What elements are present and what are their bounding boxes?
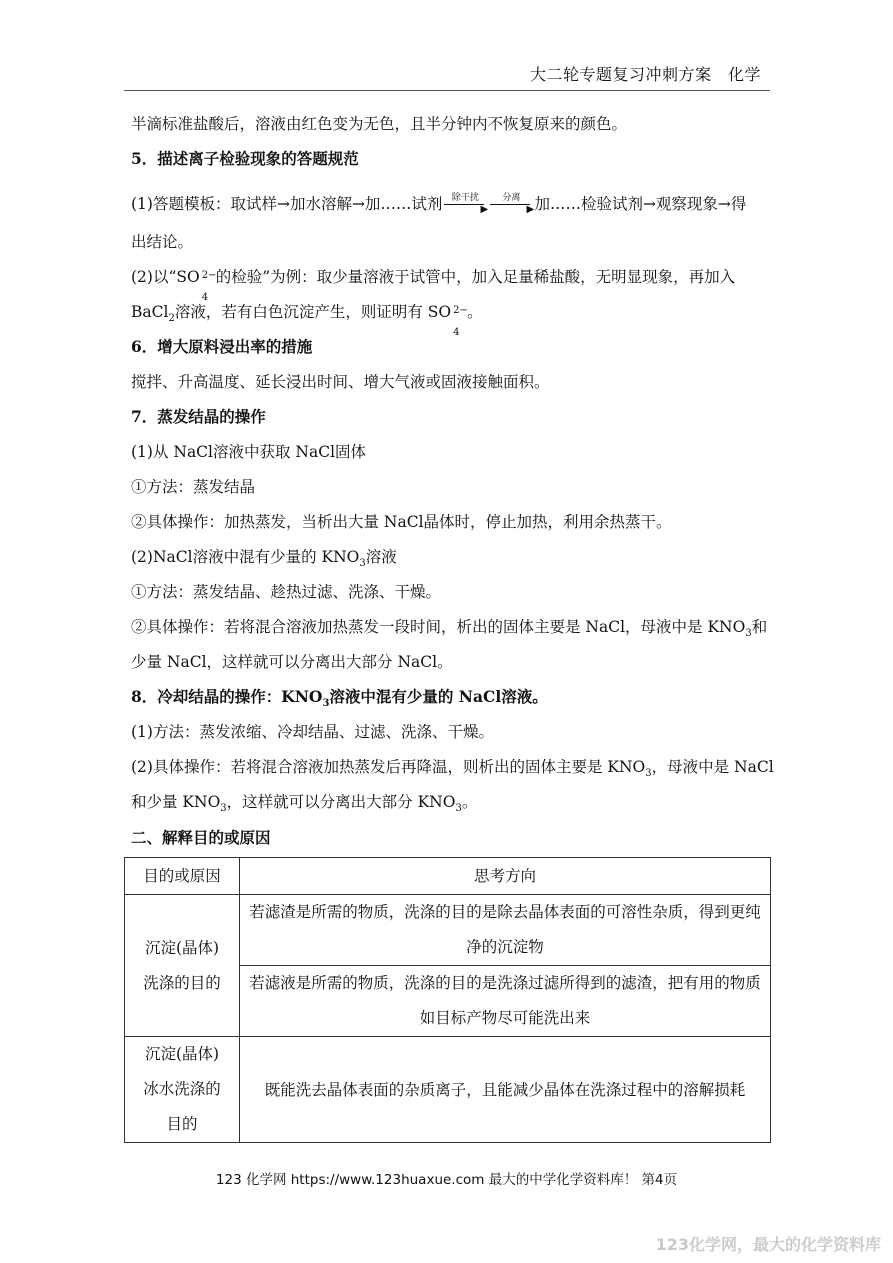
label-line: 目的 (166, 1115, 198, 1133)
subscript: 3 (645, 768, 652, 780)
section-heading-6: 6．增大原料浸出率的措施 (131, 337, 313, 356)
label-line: 洗涤的目的 (143, 973, 221, 992)
table-cell: 既能洗去晶体表面的杂质离子，且能减少晶体在洗涤过程中的溶解损耗 (240, 1037, 771, 1143)
arrow-remove-interference: 除干扰 ▶ (442, 193, 488, 215)
arrow-label: 分离 (502, 193, 521, 203)
section-heading-7: 7．蒸发结晶的操作 (131, 407, 266, 426)
paragraph (131, 756, 774, 778)
paragraph (131, 616, 767, 638)
table-row (125, 1037, 771, 1143)
paragraph: ①方法：蒸发结晶、趁热过滤、洗涤、干燥。 (131, 583, 442, 601)
text: 溶液中混有少量的 NaCl溶液。 (329, 687, 548, 706)
text: (2)NaCl溶液中混有少量的 KNO (131, 548, 360, 566)
text: ，母液中是 NaCl (651, 758, 774, 776)
paragraph-sulfate: (2)以“SO 2− 4 的检验”为例：取少量溶液于试管中，加入足量稀盐酸，无明显现象，再加入 (131, 268, 736, 303)
paragraph: (1)从 NaCl溶液中获取 NaCl固体 (131, 443, 367, 461)
text: 的检验”为例：取少量溶液于试管中，加入足量稀盐酸，无明显现象，再加入 (215, 268, 736, 286)
table-header-cell: 目的或原因 (125, 858, 240, 895)
cell-line: 净的沉淀物 (466, 938, 544, 956)
text: 加……检验试剂→观察现象→得 (534, 195, 747, 213)
paragraph (131, 546, 397, 568)
table-row-label (125, 1037, 240, 1143)
table-header-row (125, 858, 771, 895)
text: BaCl (131, 303, 169, 321)
text: 8．冷却结晶的操作：KNO (131, 687, 323, 706)
paragraph: 搅拌、升高温度、延长浸出时间、增大气液或固液接触面积。 (131, 373, 550, 391)
paragraph: 半滴标准盐酸后，溶液由红色变为无色，且半分钟内不恢复原来的颜色。 (131, 115, 628, 133)
text: (2)具体操作：若将混合溶液加热蒸发后再降温，则析出的固体主要是 KNO (131, 758, 646, 776)
table-row (125, 895, 771, 966)
paragraph: 少量 NaCl，这样就可以分离出大部分 NaCl。 (131, 653, 453, 671)
table-cell (240, 895, 771, 966)
text: ②具体操作：若将混合溶液加热蒸发一段时间，析出的固体主要是 NaCl，母液中是 KNO (131, 618, 746, 636)
text: 和少量 KNO (131, 793, 221, 811)
cell-line: 若滤渣是所需的物质，洗涤的目的是除去晶体表面的可溶性杂质，得到更纯 (249, 903, 761, 921)
label-line: 沉淀(晶体) (144, 1045, 220, 1063)
page-header: 大二轮专题复习冲刺方案 化学 (529, 65, 761, 84)
text: ，这样就可以分离出大部分 KNO (226, 793, 456, 811)
paragraph: ①方法：蒸发结晶 (131, 478, 256, 496)
cell-line: 若滤液是所需的物质，洗涤的目的是洗涤过滤所得到的滤渣，把有用的物质 (249, 974, 761, 992)
subscript: 3 (220, 803, 227, 815)
subscript: 2 (168, 313, 175, 325)
watermark: 123化学网，最大的化学资料库 (655, 1235, 881, 1254)
arrow-separate: 分离 ▶ (488, 193, 534, 215)
paragraph (131, 791, 477, 813)
paragraph: ②具体操作：加热蒸发，当析出大量 NaCl晶体时，停止加热，利用余热蒸干。 (131, 513, 672, 531)
table-row-label (125, 895, 240, 1037)
paragraph-template (131, 193, 746, 215)
table-cell (240, 966, 771, 1037)
subscript: 3 (322, 698, 330, 710)
text: (2)以“SO (131, 268, 200, 286)
section-heading-5: 5．描述离子检验现象的答题规范 (131, 149, 359, 168)
text: 溶液 (365, 548, 397, 566)
section-heading-2: 二、解释目的或原因 (131, 828, 271, 847)
table-header-cell: 思考方向 (240, 858, 771, 895)
header-rule (124, 90, 770, 91)
page-footer: 123 化学网 https://www.123huaxue.com 最大的中学化学资料库！ 第4页 (215, 1172, 678, 1188)
label-line: 沉淀(晶体) (144, 938, 220, 957)
section-heading-8 (131, 686, 548, 708)
text: 。 (467, 303, 483, 321)
subscript: 3 (455, 803, 462, 815)
paragraph-bacl2: BaCl$_2$溶液，若有白色沉淀产生，则证明有 SO 2− 4 。 (131, 303, 483, 338)
label-line: 冰水洗涤的 (143, 1080, 221, 1098)
paragraph: (1)方法：蒸发浓缩、冷却结晶、过滤、洗涤、干燥。 (131, 723, 494, 741)
cell-line: 如目标产物尽可能洗出来 (419, 1009, 591, 1027)
text: 和 (751, 618, 768, 636)
paragraph: 出结论。 (131, 233, 194, 251)
arrow-label: 除干扰 (451, 193, 479, 203)
text: 。 (461, 793, 478, 811)
reasons-table (124, 857, 771, 1143)
subscript: 3 (745, 628, 752, 640)
text: (1)答题模板：取试样→加水溶解→加……试剂 (131, 195, 443, 213)
text: 溶液，若有白色沉淀产生，则证明有 SO (174, 303, 452, 321)
subscript: 3 (359, 558, 366, 570)
